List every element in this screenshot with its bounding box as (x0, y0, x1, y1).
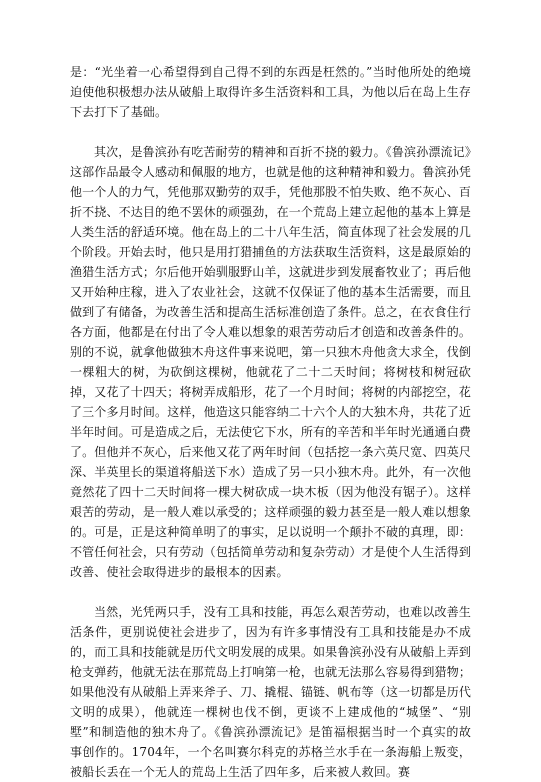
paragraph-continuation: 是：“光坐着一心希望得到自己得不到的东西是枉然的。”当时他所处的绝境迫使他积极想办法从破船上取得许多生活资料和工具，为他以后在岛上生存下去打下了基础。 (70, 65, 471, 119)
paragraph-tools-and-skills: 当然，光凭两只手，没有工具和技能，再怎么艰苦劳动，也难以改善生活条件，更别说使社会进步了，因为有许多事情没有工具和技能是办不成的，而工具和技能就是历代文明发展的成果。如果鲁滨孙没有从破船上弄到枪支弹药，他就无法在那荒岛上打响第一枪，也就无法那么容易得到猎物；如果他没有从破船上弄来斧子、刀、撬棍、锚链、帆布等（这一切都是历代文明的成果），他就连一棵树也伐不倒，更谈不上建成他的“城堡”、“别墅”和制造他的独木舟了。《鲁滨孙漂流记》是笛福根据当时一个真实的故事创作的。1704年，一个名叫赛尔科克的苏格兰水手在一条海船上叛变，被船长丢在一个无人的荒岛上生活了四年多，后来被人救回。赛 (70, 605, 471, 779)
paragraph-perseverance: 其次，是鲁滨孙有吃苦耐劳的精神和百折不挠的毅力。《鲁滨孙漂流记》这部作品最令人感动和佩服的地方，也就是他的这种精神和毅力。鲁滨孙凭他一个人的力气，凭他那双勤劳的双手，凭他那股不怕失败、绝不灰心、百折不挠、不达目的绝不罢休的顽强劲，在一个荒岛上建立起他的基本上算是人类生活的舒适环境。他在岛上的二十八年生活，简直体现了社会发展的几个阶段。开始去时，他只是用打猎捕鱼的方法获取生活资料，这是最原始的渔猎生活方式；尔后他开始驯服野山羊，这就进步到发展畜牧业了；再后他又开始种庄稼，进入了农业社会，这就不仅保证了他的基本生活需要，而且做到了有储备，为改善生活和提高生活标准创造了条件。总之，在衣食住行各方面，他都是在付出了令人难以想象的艰苦劳动后才创造和改善条件的。别的不说，就拿他做独木舟这件事来说吧，第一只独木舟他贪大求全，伐倒一棵粗大的树，为砍倒这棵树，他就花了二十二天时间；将树枝和树冠砍掉，又花了十四天；将树弄成船形，花了一个月时间；将树的内部挖空，花了三个多月时间。这样，他造这只能容纳二十六个人的大独木舟，共花了近半年时间。可是造成之后，无法使它下水，所有的辛苦和半年时光通通白费了。但他并不灰心，后来他又花了两年时间（包括挖一条六英尺宽、四英尺深、半英里长的渠道将船送下水）造成了另一只小独木舟。此外，有一次他竟然花了四十二天时间将一棵大树砍成一块木板（因为他没有锯子）。这样艰苦的劳动，是一般人难以承受的；这样顽强的毅力甚至是一般人难以想象的。可是，正是这种简单明了的事实，足以说明一个颠扑不破的真理，即：不管任何社会，只有劳动（包括简单劳动和复杂劳动）才是使个人生活得到改善、使社会取得进步的最根本的因素。 (70, 145, 471, 579)
